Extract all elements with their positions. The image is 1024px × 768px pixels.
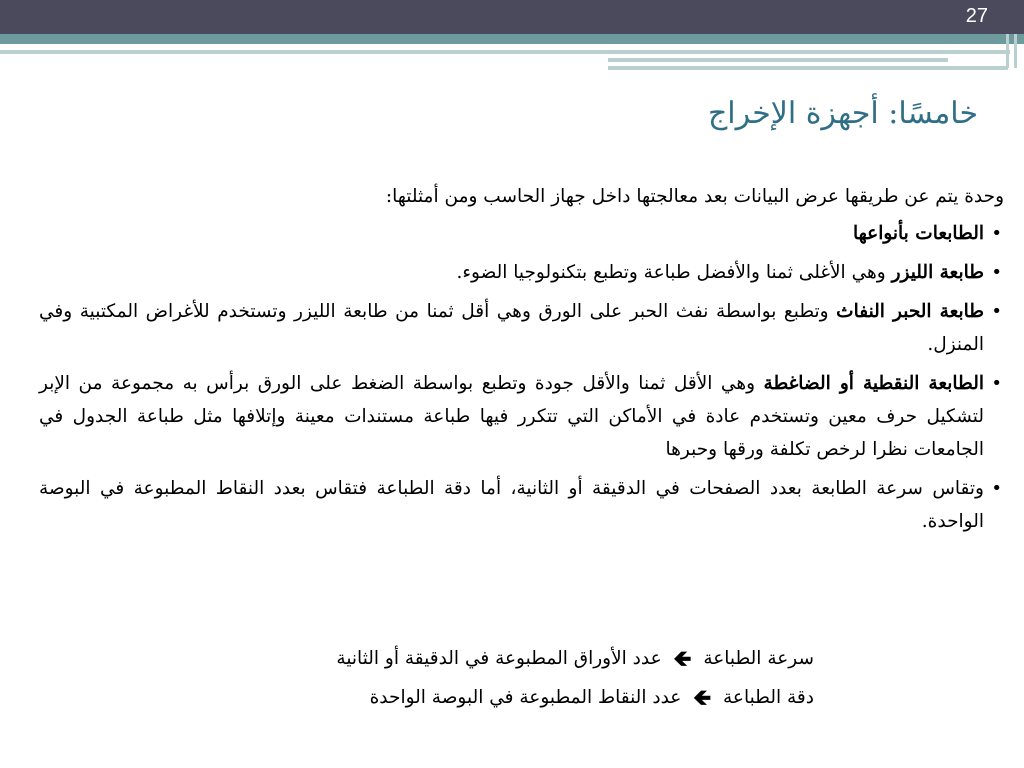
bullet-print-speed (39, 472, 1004, 538)
bullet-text: وتطبع بواسطة نفث الحبر على الورق وهي أقل ثمنا من طابعة الليزر وتستخدم للأغراض المكتبية وفي المنزل. (39, 301, 984, 355)
slide-body (39, 180, 1004, 544)
decorative-line (1006, 34, 1009, 68)
teal-stripe (0, 34, 1024, 44)
intro-text: وحدة يتم عن طريقها عرض البيانات بعد معالجتها داخل جهاز الحاسب ومن أمثلتها: (385, 186, 1004, 207)
slide-number: 27 (965, 5, 988, 27)
bullet-text: وتقاس سرعة الطابعة بعدد الصفحات في الدقيقة أو الثانية، أما دقة الطباعة فتقاس بعدد النقاط المطبوعة في البوصة الواحدة. (39, 478, 984, 532)
rate-term: دقة الطباعة (722, 687, 814, 708)
rates-definitions (336, 640, 814, 718)
top-bar (0, 0, 1024, 34)
bullet-heading: الطابعة النقطية أو الضاغطة (763, 373, 984, 394)
bullet-heading: طابعة الليزر (891, 262, 984, 283)
arrow-left-icon: 🡸 (693, 686, 712, 711)
arrow-left-icon: 🡸 (673, 647, 692, 672)
decorative-line (1014, 34, 1017, 68)
decorative-line (0, 50, 1010, 54)
bullet-heading: طابعة الحبر النفاث (836, 301, 985, 322)
bullet-text: وهي الأقل ثمنا والأقل جودة وتطبع بواسطة الضغط على الورق برأس به مجموعة من الإبر لتشكيل حرف معين وتستخدم عادة في الأماكن التي تتكرر فيها طباعة مستندات معينة وإتلافها مثل طباعة الجدول في الجامعات نظرا لرخص تكلفة ورقها وحبرها (39, 373, 984, 460)
bullet-dot-matrix-printer (39, 367, 1004, 466)
bullet-text: وهي الأغلى ثمنا والأفضل طباعة وتطبع بتكنولوجيا الضوء. (456, 262, 892, 283)
rate-definition: عدد الأوراق المطبوعة في الدقيقة أو الثانية (336, 648, 662, 669)
bullet-list (39, 217, 1004, 538)
bullet-laser-printer (39, 256, 1004, 289)
rate-row-speed (336, 640, 814, 679)
bullet-inkjet-printer (39, 295, 1004, 361)
bullet-printers (39, 217, 1004, 250)
rate-definition: عدد النقاط المطبوعة في البوصة الواحدة (369, 687, 682, 708)
bullet-heading: الطابعات بأنواعها (853, 223, 984, 244)
decorative-line (608, 66, 1008, 70)
rate-row-resolution (336, 679, 814, 718)
slide-title: خامسًا: أجهزة الإخراج (707, 96, 978, 131)
decorative-line (608, 58, 948, 62)
rate-term: سرعة الطباعة (703, 648, 814, 669)
